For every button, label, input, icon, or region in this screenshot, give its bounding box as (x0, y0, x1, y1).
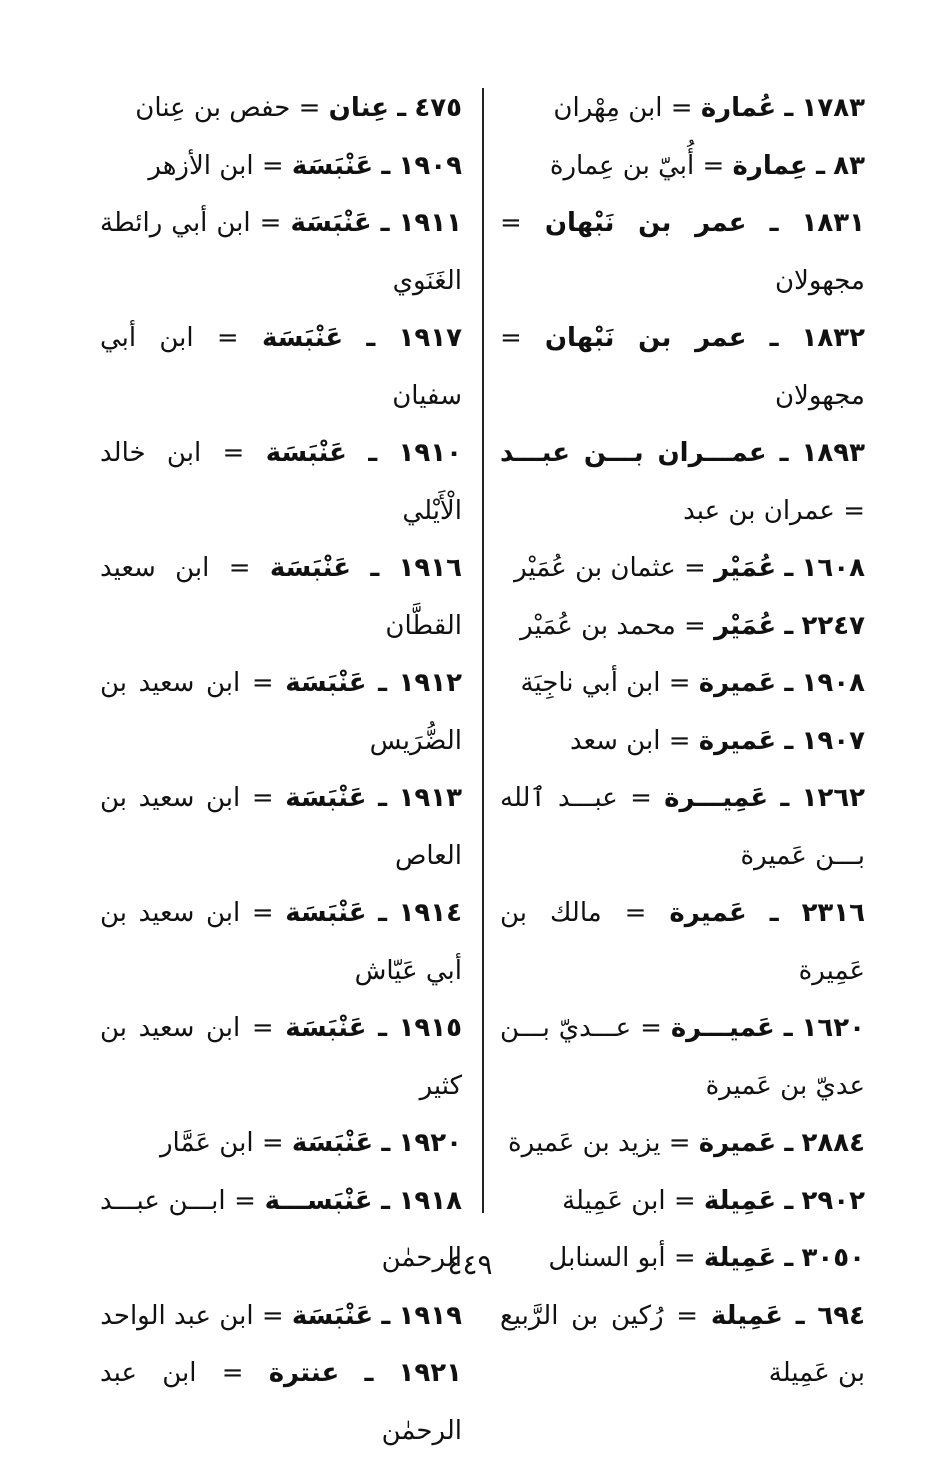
entry-equals: = (221, 1358, 244, 1388)
entry-equals: = (624, 898, 647, 928)
entry-equals: = (684, 553, 706, 583)
entry-equals: = (228, 553, 251, 583)
entry-number: ٨٣ (833, 150, 865, 181)
entry-separator: ـ (795, 1300, 805, 1331)
entry-number: ١٢٦٢ (801, 783, 866, 813)
entry-separator: ـ (780, 783, 790, 813)
index-entry (100, 1288, 462, 1346)
entry-number: ١٨٩٣ (801, 438, 866, 468)
entry-number: ١٩١٠ (398, 438, 462, 468)
entry-heading: عَنْبَسَة (291, 150, 374, 181)
entry-reference: مجهولان (774, 265, 865, 296)
entry-heading: عَميـــرة (670, 1013, 775, 1043)
entry-number: ٣٠٥٠ (801, 1243, 865, 1273)
entry-separator: ـ (779, 438, 789, 468)
entry-heading: عَنْبَسَة (285, 668, 367, 698)
entry-heading: عَنْبَسَة (269, 553, 352, 583)
entry-equals: = (298, 93, 321, 123)
page-number: ٤٤٩ (447, 1248, 493, 1281)
entry-number: ٢٨٨٤ (801, 1128, 865, 1158)
entry-number: ١٩٠٩ (398, 150, 462, 181)
index-entry (500, 770, 865, 885)
entry-number: ١٩١٣ (398, 783, 463, 813)
entry-separator: ـ (381, 1185, 390, 1216)
entry-equals: = (216, 323, 239, 353)
entry-reference: ابن الأزهر (148, 150, 254, 181)
index-entry (100, 1345, 462, 1460)
entry-separator: ـ (769, 898, 779, 928)
entry-reference: مجهولان (774, 380, 865, 411)
entry-number: ١٩١٥ (398, 1013, 463, 1043)
entry-heading: عَميرة (669, 898, 747, 928)
entry-reference: يزيد بن عَميرة (508, 1128, 661, 1158)
entry-heading: عَنْبَسَة (261, 323, 344, 353)
entry-equals: = (261, 1128, 284, 1158)
index-entry (500, 540, 865, 598)
index-entry (100, 655, 462, 770)
entry-equals: = (251, 1013, 274, 1043)
entry-reference: ابن أبي سفيان (100, 323, 462, 411)
column-divider (482, 88, 484, 1213)
entry-equals: = (668, 725, 691, 756)
entry-separator: ـ (364, 1358, 374, 1388)
entry-reference: ابن عَمِيلة (562, 1185, 666, 1216)
entry-number: ١٩١٢ (398, 668, 463, 698)
entry-equals: = (670, 93, 693, 123)
entry-number: ١٨٣٢ (801, 323, 865, 353)
index-entry (100, 770, 462, 885)
entry-separator: ـ (784, 93, 794, 123)
entry-heading: عمر بن نَبْهان (544, 208, 747, 238)
entry-equals: = (251, 898, 274, 928)
entry-reference: مالك بن عَمِيرة (500, 898, 865, 986)
entry-equals: = (261, 150, 284, 181)
entry-heading: عَنْبَسَة (290, 208, 372, 238)
entry-number: ١٩١٤ (398, 898, 463, 928)
entry-separator: ـ (370, 553, 380, 583)
entry-equals: = (251, 783, 274, 813)
entry-reference: ابن عَمَّار (160, 1128, 254, 1158)
entry-reference: عبـــد ٱلله بـــن عَميرة (500, 783, 865, 871)
entry-separator: ـ (378, 783, 387, 813)
index-entry (500, 598, 865, 656)
entry-reference: عمران بن عبد (683, 495, 835, 526)
entry-number: ٢٢٤٧ (801, 610, 865, 641)
entry-number: ١٩٠٨ (801, 668, 865, 698)
entry-separator: ـ (784, 1243, 794, 1273)
entry-equals: = (251, 668, 274, 698)
entry-number: ١٩١٨ (398, 1185, 463, 1216)
entry-reference: ابن عبد الرحمٰن (100, 1358, 462, 1446)
entry-equals: = (702, 150, 725, 181)
entry-reference: ابـــن عبـــد الرحمٰن (100, 1185, 462, 1273)
entry-reference: حفص بن عِنان (135, 93, 291, 123)
entry-heading: عَنْبَسَة (291, 1128, 374, 1158)
entry-number: ٤٧٥ (414, 93, 462, 123)
entry-separator: ـ (397, 93, 407, 123)
index-entry (100, 80, 462, 138)
entry-equals: = (234, 1185, 256, 1216)
index-entry (500, 425, 865, 540)
entry-separator: ـ (378, 898, 387, 928)
entry-number: ٢٣١٦ (801, 898, 866, 928)
index-entry (500, 310, 865, 425)
entry-number: ١٦٢٠ (801, 1013, 866, 1043)
entry-separator: ـ (381, 1300, 391, 1331)
entry-number: ٢٩٠٢ (801, 1185, 865, 1216)
entry-equals: = (640, 1013, 662, 1043)
entry-separator: ـ (784, 668, 794, 698)
entry-equals: = (673, 1185, 696, 1216)
entry-heading: عَميرة (698, 668, 777, 698)
entry-reference: ابن سعيد بن العاص (100, 783, 462, 871)
entry-number: ١٩١٩ (398, 1300, 462, 1331)
index-entry (500, 655, 865, 713)
entry-separator: ـ (816, 150, 825, 181)
index-entry (100, 138, 462, 196)
index-entry (100, 540, 462, 655)
entry-reference: ابن عبد الواحد (100, 1300, 254, 1331)
entry-separator: ـ (381, 150, 391, 181)
entry-reference: ابن مِهْران (553, 93, 663, 123)
right-column (500, 80, 865, 1403)
index-entry (100, 1115, 462, 1173)
entry-separator: ـ (380, 208, 390, 238)
entry-heading: عِنان (328, 93, 389, 123)
entry-heading: عمر بن نَبْهان (544, 323, 747, 353)
index-entry (500, 80, 865, 138)
entry-reference: ابن سعيد بن أبي عَيّاش (100, 898, 462, 986)
entry-heading: عُمَيْر (714, 610, 777, 641)
index-entry (500, 885, 865, 1000)
index-entry (100, 885, 462, 1000)
index-entry (500, 1115, 865, 1173)
entry-equals: = (668, 668, 691, 698)
entry-heading: عَمِيلة (710, 1300, 783, 1331)
entry-equals: = (259, 208, 282, 238)
index-entry (100, 195, 462, 310)
entry-number: ١٩١٧ (398, 323, 463, 353)
entry-heading: عنترة (268, 1358, 340, 1388)
entry-reference: ابن أبي ناجِيَة (520, 668, 661, 698)
entry-separator: ـ (378, 668, 387, 698)
index-entry (100, 310, 462, 425)
entry-equals: = (261, 1300, 284, 1331)
entry-equals: = (684, 610, 706, 641)
entry-separator: ـ (784, 553, 794, 583)
entry-separator: ـ (784, 1185, 794, 1216)
entry-number: ١٩٠٧ (801, 725, 865, 756)
entry-reference: ابن سعيد بن كثير (100, 1013, 462, 1101)
entry-number: ٦٩٤ (817, 1300, 865, 1331)
entry-reference: ابن سعد (569, 725, 661, 756)
entry-heading: عُمارة (700, 93, 777, 123)
entry-number: ١٧٨٣ (801, 93, 865, 123)
entry-number: ١٩١١ (398, 208, 463, 238)
entry-separator: ـ (783, 1013, 793, 1043)
entry-separator: ـ (368, 438, 378, 468)
entry-heading: عَنْبَسَة (265, 438, 347, 468)
index-entry (500, 138, 865, 196)
entry-number: ١٩٢١ (398, 1358, 463, 1388)
index-entry (500, 1288, 865, 1403)
entry-separator: ـ (769, 323, 779, 353)
entry-heading: عُمَيْر (714, 553, 777, 583)
entry-equals: = (500, 323, 522, 353)
entry-number: ١٦٠٨ (801, 553, 865, 583)
index-entry (500, 1000, 865, 1115)
entry-heading: عَمِيـــرة (664, 783, 769, 813)
entry-equals: = (630, 783, 652, 813)
entry-separator: ـ (378, 1013, 387, 1043)
entry-heading: عِمارة (732, 150, 808, 181)
entry-reference: ابن أبي رائطة الغَنَوي (100, 208, 462, 296)
entry-reference: ابن سعيد القطَّان (100, 553, 462, 641)
entry-equals: = (222, 438, 245, 468)
entry-reference: أُبيّ بن عِمارة (549, 150, 695, 181)
entry-reference: محمد بن عُمَيْر (520, 610, 676, 641)
entry-heading: عَنْبَسَة (291, 1300, 374, 1331)
entry-heading: عَنْبَسَة (285, 783, 367, 813)
entry-equals: = (500, 208, 522, 238)
entry-reference: ابن خالد الْأَيْلي (100, 438, 462, 526)
entry-equals: = (843, 495, 865, 526)
entry-separator: ـ (366, 323, 376, 353)
entry-reference: ابن سعيد بن الضُّرَيس (100, 668, 462, 756)
entry-heading: عَميرة (698, 725, 777, 756)
entry-heading: عَنْبَسَة (285, 1013, 367, 1043)
entry-heading: عَنْبَسَة (285, 898, 367, 928)
entry-heading: عَمِيلة (703, 1243, 777, 1273)
entry-number: ١٨٣١ (801, 208, 865, 238)
entry-reference: عـــديّ بـــن عديّ بن عَميرة (500, 1013, 865, 1101)
entry-heading: عمـــران بـــن عبـــد (500, 438, 767, 468)
entry-heading: عَنْبَســـة (264, 1185, 373, 1216)
entry-number: ١٩١٦ (398, 553, 463, 583)
entry-equals: = (668, 1128, 691, 1158)
index-entry (500, 1173, 865, 1231)
entry-separator: ـ (381, 1128, 391, 1158)
entry-separator: ـ (784, 1128, 794, 1158)
index-entry (500, 195, 865, 310)
entry-heading: عَمِيلة (703, 1185, 777, 1216)
entry-reference: عثمان بن عُمَيْر (514, 553, 676, 583)
index-entry (500, 713, 865, 771)
index-entry (100, 425, 462, 540)
entry-reference: أبو السنابل (548, 1243, 666, 1273)
entry-heading: عَميرة (698, 1128, 777, 1158)
entry-number: ١٩٢٠ (398, 1128, 462, 1158)
entry-equals: = (676, 1300, 699, 1331)
entry-separator: ـ (769, 208, 779, 238)
entry-separator: ـ (784, 610, 794, 641)
entry-reference: رُكين بن الرَّبيع بن عَمِيلة (500, 1300, 865, 1388)
index-entry (100, 1000, 462, 1115)
entry-equals: = (673, 1243, 696, 1273)
entry-separator: ـ (784, 725, 794, 756)
